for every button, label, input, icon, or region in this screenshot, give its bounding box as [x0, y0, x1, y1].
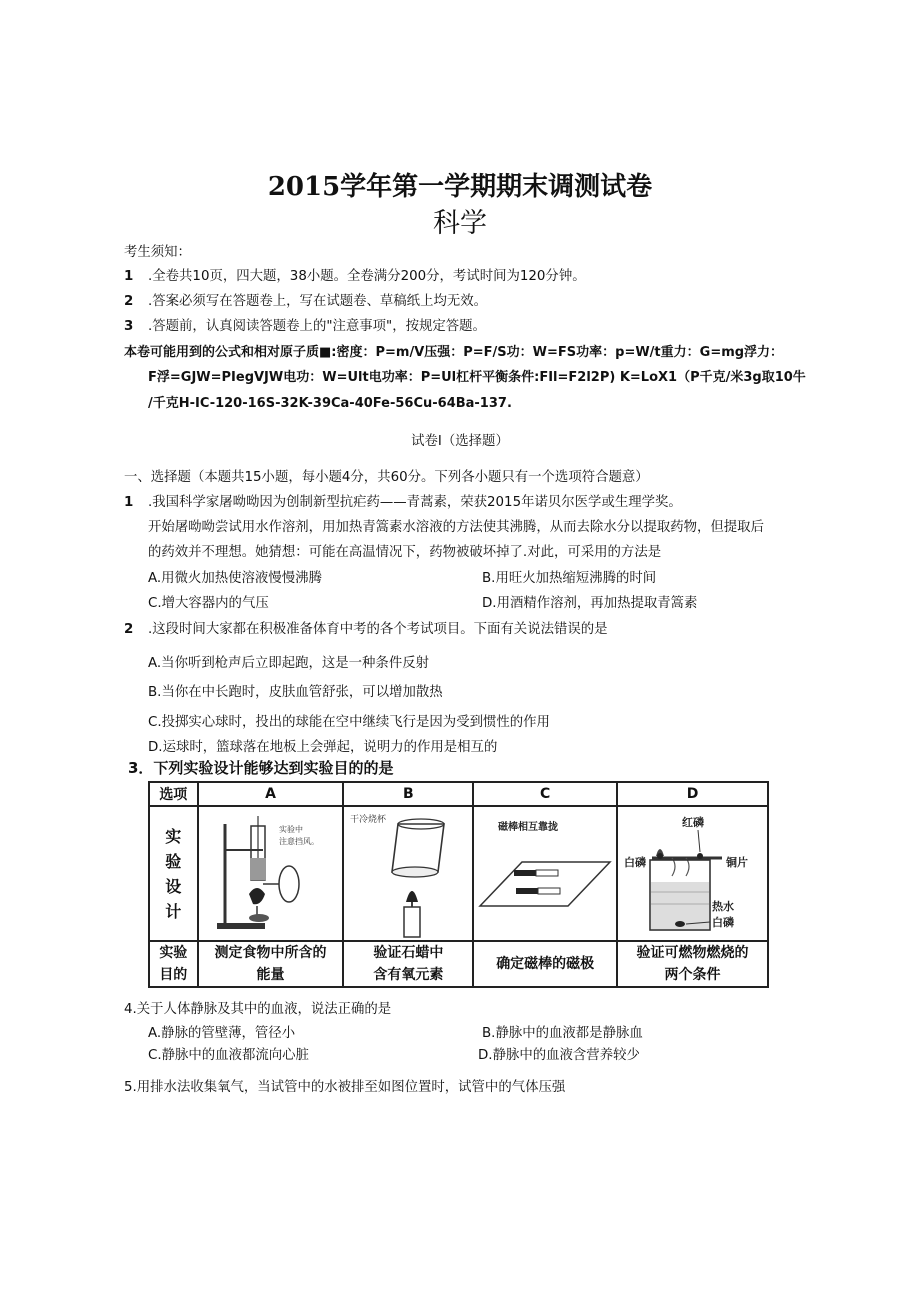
question-3-stem: 3．下列实验设计能够达到实验目的的是	[128, 759, 394, 777]
subject-title: 科学	[433, 208, 487, 239]
purpose-b: 验证石蜡中 含有氧元素	[343, 941, 473, 987]
purpose-c: 确定磁棒的磁极	[473, 941, 617, 987]
experiment-table	[148, 781, 769, 988]
notice-item-number: 3	[124, 319, 134, 334]
question-2-option-c: C.投掷实心球时，投出的球能在空中继续飞行是因为受到惯性的作用	[148, 715, 550, 730]
figure-b-cell	[343, 806, 473, 941]
question-1-option-c: C.增大容器内的气压	[148, 596, 269, 611]
design-label: 实 验 设 计	[149, 806, 198, 941]
notice-heading: 考生须知：	[124, 245, 191, 260]
question-1-option-d: D.用酒精作溶剂，再加热提取青篙素	[482, 596, 698, 611]
question-1-stem-cont: 的药效并不理想。她猜想：可能在高温情况下，药物被破坏掉了.对此，可采用的方法是	[148, 545, 662, 560]
figure-d-label: 白磷	[711, 915, 734, 929]
question-2-option-d: D.运球时，篮球落在地板上会弹起，说明力的作用是相互的	[148, 740, 498, 755]
figure-a-note: 注意挡风。	[278, 836, 319, 846]
question-1-stem-cont: 开始屠呦呦尝试用水作溶剂，用加热青篙素水溶液的方法使其沸腾，从而去除水分以提取药物，但提取后	[148, 520, 764, 535]
column-letter-c: C	[473, 782, 617, 806]
design-row	[149, 806, 768, 941]
paper-label: 试卷I（选择题）	[411, 434, 509, 449]
purpose-label: 实验 目的	[149, 941, 198, 987]
column-letter-b: B	[343, 782, 473, 806]
question-number: 2	[124, 622, 134, 637]
notice-item-text: .答案必须写在答题卷上，写在试题卷、草稿纸上均无效。	[148, 294, 488, 309]
question-2-stem: 2 .这段时间大家都在积极准备体育中考的各个考试项目。下面有关说法错误的是	[124, 622, 608, 637]
figure-d-label: 白磷	[623, 855, 646, 869]
figure-d-label: 热水	[711, 899, 734, 913]
column-letter-d: D	[617, 782, 768, 806]
question-1-stem: 1 .我国科学家屠呦呦因为创制新型抗疟药——青蒿素，荣获2015年诺贝尔医学或生理学奖。	[124, 495, 682, 510]
figure-d-label: 铜片	[725, 855, 748, 869]
part-heading: 一、选择题（本题共15小题，每小题4分，共60分。下列各小题只有一个选项符合题意）	[124, 470, 649, 485]
figure-d-cell	[617, 806, 768, 941]
candle-beaker-figure	[346, 810, 470, 938]
calorimeter-figure	[201, 810, 341, 938]
purpose-row	[149, 941, 768, 987]
question-5-stem: 5.用排水法收集氧气，当试管中的水被排至如图位置时，试管中的气体压强	[124, 1080, 566, 1095]
magnet-figure	[476, 810, 614, 938]
formula-line: 本卷可能用到的公式和相对原子质■:密度：P=m/V压强：P=F/S功：W=FS功率：p=W/t重力：G=mg浮力：	[124, 345, 784, 360]
table-header-row	[149, 782, 768, 806]
formula-line: /千克H-IC-120-16S-32K-39Ca-40Fe-56Cu-64Ba-137.	[148, 396, 512, 411]
question-1-option-a: A.用微火加热使溶液慢慢沸腾	[148, 571, 322, 586]
figure-c-cell	[473, 806, 617, 941]
notice-item	[124, 315, 486, 334]
question-4-option-d: D.静脉中的血液含营养较少	[478, 1048, 640, 1063]
question-2-option-b: B.当你在中长跑时，皮肤血管舒张，可以增加散热	[148, 685, 443, 700]
figure-b-note: 干冷烧杯	[350, 814, 387, 825]
figure-a-cell	[198, 806, 344, 941]
question-2-option-a: A.当你听到枪声后立即起跑，这是一种条件反射	[148, 656, 429, 671]
exam-title: 2015学年第一学期期末调测试卷	[267, 172, 653, 202]
question-4-option-b: B.静脉中的血液都是静脉血	[482, 1026, 643, 1041]
question-4-option-c: C.静脉中的血液都流向心脏	[148, 1048, 309, 1063]
figure-a-note: 实验中	[278, 824, 303, 834]
notice-item-text: .答题前，认真阅读答题卷上的"注意事项"，按规定答题。	[148, 319, 486, 334]
notice-item-text: .全卷共10页，四大题，38小题。全卷满分200分，考试时间为120分钟。	[148, 269, 586, 284]
notice-item-number: 1	[124, 269, 134, 284]
question-4-stem: 4.关于人体静脉及其中的血液，说法正确的是	[124, 1002, 392, 1017]
purpose-d: 验证可燃物燃烧的 两个条件	[617, 941, 768, 987]
notice-item-number: 2	[124, 294, 134, 309]
figure-c-note: 磁棒相互靠拢	[498, 821, 559, 833]
phosphorus-figure	[620, 810, 766, 938]
purpose-a: 测定食物中所含的 能量	[198, 941, 344, 987]
notice-item	[124, 265, 586, 284]
header-label: 选项	[149, 782, 198, 806]
question-1-option-b: B.用旺火加热缩短沸腾的时间	[482, 571, 657, 586]
notice-item	[124, 290, 487, 309]
question-4-option-a: A.静脉的管壁薄，管径小	[148, 1026, 296, 1041]
question-number: 1	[124, 495, 134, 510]
column-letter-a: A	[198, 782, 344, 806]
formula-line: F浮=GJW=PIegVJW电功：W=Ult电功率：P=Ul杠杆平衡条件:FIl=F2l2P) K=LoX1（P千克/米3g取10牛	[148, 370, 806, 385]
figure-d-label: 红磷	[681, 815, 704, 829]
